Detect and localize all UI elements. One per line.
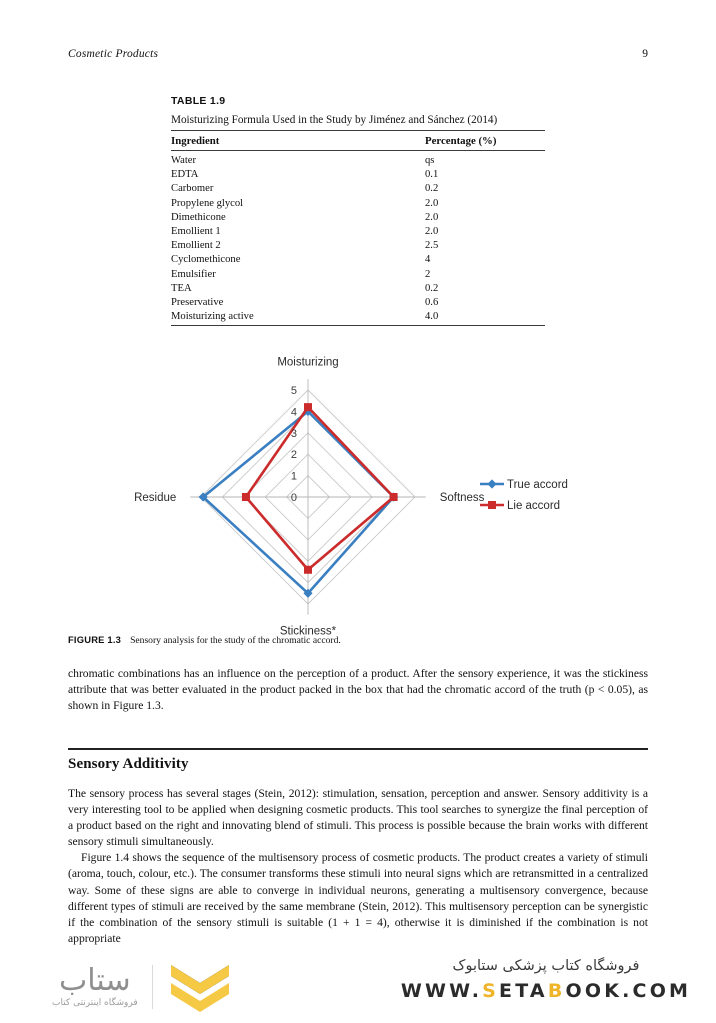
cell-percentage: 4 bbox=[425, 254, 431, 266]
radar-data-point bbox=[390, 493, 398, 501]
legend-swatch-marker bbox=[488, 501, 496, 509]
ingredient-table bbox=[171, 131, 545, 325]
page-number: 9 bbox=[642, 48, 648, 60]
table-row bbox=[171, 182, 545, 196]
cell-percentage: 0.2 bbox=[425, 183, 439, 195]
table-row bbox=[171, 151, 545, 168]
cell-ingredient: Carbomer bbox=[171, 183, 214, 195]
url-letters-eta: ETA bbox=[499, 980, 548, 1002]
cell-percentage: 2.5 bbox=[425, 240, 439, 252]
radar-data-point bbox=[242, 493, 250, 501]
url-letter-s: S bbox=[482, 980, 500, 1002]
table-row bbox=[171, 239, 545, 253]
radar-chart-svg bbox=[68, 356, 648, 638]
radar-series-2 bbox=[246, 407, 394, 570]
table-row bbox=[171, 281, 545, 295]
legend-label: Lie accord bbox=[507, 500, 561, 512]
radar-category-label: Stickiness* bbox=[279, 625, 337, 638]
cell-percentage: 0.1 bbox=[425, 169, 439, 181]
table-row bbox=[171, 253, 545, 267]
body-paragraph-block bbox=[68, 786, 648, 947]
url-suffix: OOK.COM bbox=[565, 980, 692, 1002]
radar-tick-label: 4 bbox=[290, 406, 297, 419]
footer-url bbox=[396, 980, 696, 1002]
cell-ingredient: EDTA bbox=[171, 169, 199, 181]
chart-legend bbox=[480, 479, 568, 512]
footer-logo bbox=[52, 956, 233, 1018]
legend-label: True accord bbox=[507, 479, 568, 491]
footer-tagline: فروشگاه کتاب پزشکی ستابوک bbox=[452, 958, 640, 974]
cell-ingredient: Emollient 1 bbox=[171, 225, 221, 237]
radar-tick-label: 5 bbox=[290, 385, 297, 397]
table-row bbox=[171, 210, 545, 224]
running-head-title: Cosmetic Products bbox=[68, 48, 159, 60]
footer-branding bbox=[396, 958, 696, 1002]
radar-data-point bbox=[304, 403, 312, 411]
running-head bbox=[68, 48, 648, 60]
paragraph-intro: chromatic combinations has an influence on the perception of a product. After the sensory experience, it was the stickiness attribute that was better evaluated in the product packed in the box that had the chromatic accord of the truth (p < 0.05), as shown in Figure 1.3. bbox=[68, 667, 648, 713]
logo-divider bbox=[152, 965, 154, 1009]
table-number: TABLE 1.9 bbox=[171, 95, 226, 107]
cell-percentage: 0.6 bbox=[425, 296, 439, 308]
url-letter-b: B bbox=[547, 980, 566, 1002]
cell-percentage: 2 bbox=[425, 268, 431, 280]
cell-ingredient: Dimethicone bbox=[171, 211, 226, 223]
setab-script-text: ستاب bbox=[59, 963, 131, 998]
section-header bbox=[68, 748, 648, 773]
cell-ingredient: Cyclomethicone bbox=[171, 254, 241, 266]
radar-tick-label: 2 bbox=[290, 449, 297, 462]
setab-subtitle: فروشگاه اینترنتی کتاب bbox=[52, 998, 138, 1008]
cell-ingredient: Emulsifier bbox=[171, 268, 216, 280]
cell-ingredient: Preservative bbox=[171, 296, 224, 308]
table-row bbox=[171, 295, 545, 309]
cell-ingredient: Moisturizing active bbox=[171, 311, 254, 323]
table-caption: Moisturizing Formula Used in the Study by Jiménez and Sánchez (2014) bbox=[171, 114, 545, 131]
paragraph-2: Figure 1.4 shows the sequence of the multisensory process of cosmetic products. The product creates a variety of stimuli (aroma, touch, colour, etc.). The consumer transforms these stimuli into neural signs which are retransmitted in a centralized way. Some of these signs are able to converge in individual neurons, generating a multisensory convergence, because different types of stimuli are received by the same membrane (Stein, 2012). This multisensory perception can be synergistic if the combination of the sensory stimuli is suitable (1 + 1 = 4), otherwise it is diminished if the combination is not appropriate bbox=[68, 851, 648, 945]
table-row bbox=[171, 309, 545, 325]
section-rule bbox=[68, 748, 648, 750]
section-title: Sensory Additivity bbox=[68, 756, 189, 772]
radar-category-label: Residue bbox=[134, 492, 177, 504]
radar-data-point bbox=[304, 566, 312, 574]
cell-percentage: 2.0 bbox=[425, 197, 439, 209]
paragraph-1: The sensory process has several stages (Stein, 2012): stimulation, sensation, perception and answer. Sensory additivity is a very interesting tool to be applied when designing cosmetic products. This tool searches to synergize the final perception of a product based on the right and innovating blend of stimuli. This process is possible because the brain works with different sensory stimuli simultaneously. bbox=[68, 787, 648, 849]
table-header-row bbox=[171, 131, 545, 151]
radar-tick-label: 0 bbox=[290, 492, 297, 504]
cell-ingredient: TEA bbox=[171, 282, 192, 294]
cell-percentage: qs bbox=[425, 155, 435, 166]
setab-wordmark bbox=[52, 963, 138, 1008]
legend-swatch-marker bbox=[487, 479, 496, 488]
radar-tick-label: 3 bbox=[290, 427, 297, 440]
chevron-logo-icon bbox=[167, 961, 233, 1013]
cell-percentage: 4.0 bbox=[425, 311, 439, 323]
url-prefix: WWW. bbox=[400, 980, 483, 1002]
radar-tick-label: 1 bbox=[290, 470, 297, 483]
radar-chart-figure bbox=[68, 356, 648, 638]
table-row bbox=[171, 224, 545, 238]
table-row bbox=[171, 168, 545, 182]
cell-ingredient: Propylene glycol bbox=[171, 197, 244, 209]
cell-percentage: 2.0 bbox=[425, 211, 439, 223]
cell-ingredient: Water bbox=[171, 155, 197, 166]
table-row bbox=[171, 267, 545, 281]
figure-label: FIGURE 1.3 bbox=[68, 634, 122, 645]
table-bottom-rule bbox=[171, 325, 545, 326]
radar-category-label: Softness bbox=[439, 492, 485, 504]
figure-caption bbox=[68, 634, 648, 646]
column-header-percentage: Percentage (%) bbox=[423, 131, 545, 151]
table-block bbox=[171, 95, 545, 326]
table-row bbox=[171, 196, 545, 210]
cell-ingredient: Emollient 2 bbox=[171, 240, 221, 252]
figure-caption-text: Sensory analysis for the study of the chromatic accord. bbox=[130, 635, 341, 646]
radar-category-label: Moisturizing bbox=[277, 356, 339, 369]
radar-series-1 bbox=[203, 411, 393, 593]
cell-percentage: 0.2 bbox=[425, 282, 439, 294]
column-header-ingredient: Ingredient bbox=[171, 131, 423, 151]
cell-percentage: 2.0 bbox=[425, 225, 439, 237]
intro-paragraph-block bbox=[68, 666, 648, 714]
